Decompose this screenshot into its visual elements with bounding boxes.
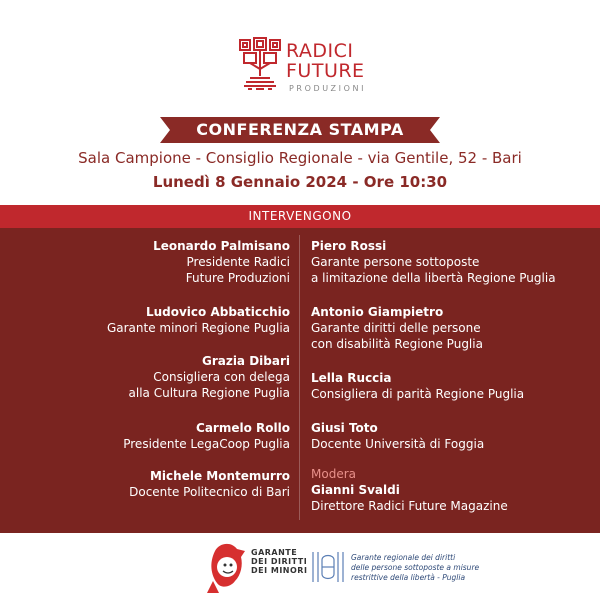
- speaker-role: Consigliera di parità Regione Puglia: [311, 387, 525, 401]
- child-face-icon: [205, 541, 253, 599]
- speaker-left-3: [129, 353, 290, 401]
- speaker-name: Grazia Dibari: [201, 354, 290, 368]
- reg-line-1: Garante regionale dei diritti: [351, 553, 456, 562]
- logo-line-2: FUTURE: [286, 60, 365, 82]
- garante-regionale-icon: [310, 550, 346, 584]
- title-ribbon: [160, 117, 440, 143]
- speaker-role: Presidente LegaCoop Puglia: [123, 437, 290, 451]
- radici-future-logo: [236, 36, 366, 96]
- speaker-name: Ludovico Abbaticchio: [145, 305, 290, 319]
- speaker-left-2: [107, 304, 290, 336]
- logo-line-3: PRODUZIONI: [289, 84, 367, 93]
- speaker-left-1: [153, 238, 290, 286]
- moderator-label: Modera: [311, 467, 356, 481]
- speaker-name: Gianni Svaldi: [311, 483, 400, 497]
- speaker-name: Giusi Toto: [311, 421, 378, 435]
- logo-wordmark: [286, 42, 366, 93]
- speaker-role: con disabilità Regione Puglia: [311, 337, 483, 351]
- speaker-role: Garante minori Regione Puglia: [106, 321, 290, 335]
- garante-line-3: DEI MINORI: [251, 566, 308, 575]
- speaker-name: Carmelo Rollo: [196, 421, 290, 435]
- speaker-name: Antonio Giampietro: [311, 305, 444, 319]
- speaker-role: Presidente Radici: [186, 255, 290, 269]
- speaker-right-3: [311, 370, 524, 402]
- speaker-role: Direttore Radici Future Magazine: [311, 499, 508, 513]
- speaker-name: Michele Montemurro: [149, 469, 290, 483]
- speaker-left-5: [129, 468, 290, 500]
- venue-text: Sala Campione - Consiglio Regionale - via Gentile, 52 - Bari: [78, 149, 522, 167]
- speaker-right-5: [311, 466, 508, 514]
- speaker-right-2: [311, 304, 483, 352]
- speaker-name: Lella Ruccia: [311, 371, 392, 385]
- garante-line-1: GARANTE: [251, 548, 298, 557]
- tree-logo-icon: [236, 36, 284, 92]
- reg-line-2: delle persone sottoposte a misure: [351, 563, 480, 572]
- speaker-role: Docente Politecnico di Bari: [129, 485, 290, 499]
- speaker-role: alla Cultura Regione Puglia: [128, 386, 290, 400]
- speaker-role: a limitazione della libertà Regione Puglia: [311, 271, 556, 285]
- garante-line-2: DEI DIRITTI: [251, 557, 308, 566]
- garante-minori-wordmark: [251, 548, 307, 575]
- garante-regionale-wordmark: [351, 553, 479, 583]
- speaker-role: Consigliera con delega: [153, 370, 290, 384]
- speaker-name: Piero Rossi: [311, 239, 387, 253]
- speaker-role: Garante persone sottoposte: [311, 255, 480, 269]
- speaker-right-1: [311, 238, 556, 286]
- date-time-text: Lunedì 8 Gennaio 2024 - Ore 10:30: [152, 173, 448, 191]
- logo-line-1: RADICI: [286, 40, 354, 62]
- page-title: CONFERENZA STAMPA: [196, 120, 404, 139]
- speaker-name: Leonardo Palmisano: [153, 239, 290, 253]
- speaker-role: Garante diritti delle persone: [311, 321, 481, 335]
- speaker-role: Docente Università di Foggia: [311, 437, 485, 451]
- column-divider: [299, 235, 300, 520]
- speaker-right-4: [311, 420, 484, 452]
- speaker-role: Future Produzioni: [185, 271, 290, 285]
- speaker-left-4: [123, 420, 290, 452]
- reg-line-3: restrittive della libertà - Puglia: [351, 573, 466, 582]
- speakers-heading: INTERVENGONO: [248, 209, 352, 223]
